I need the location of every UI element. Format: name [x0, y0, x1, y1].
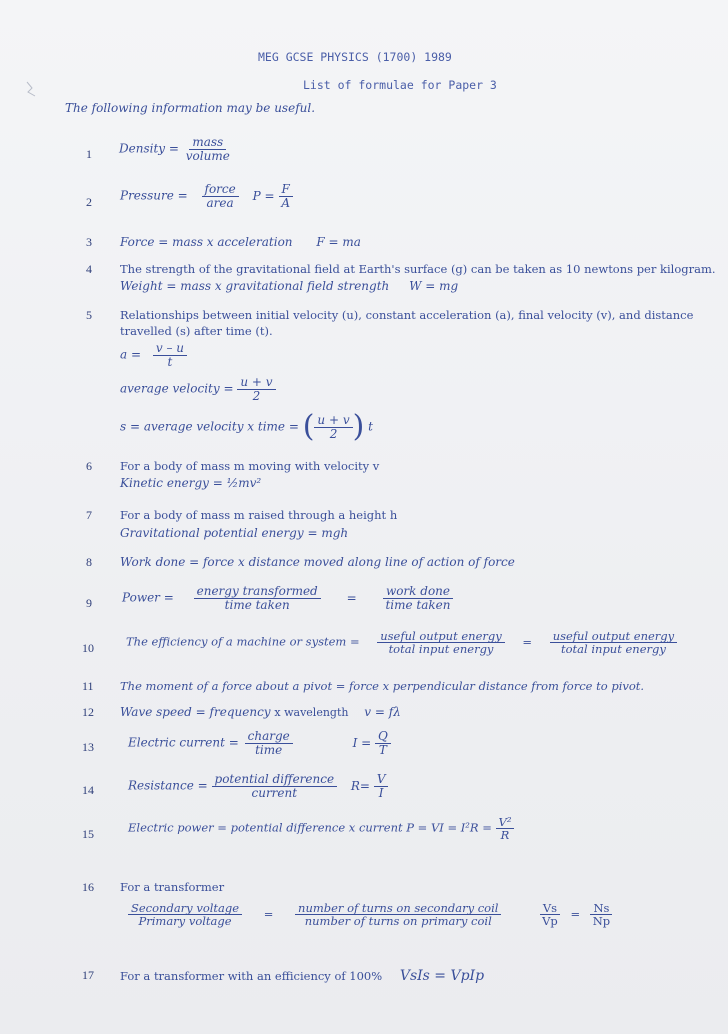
item-number: 13 — [82, 740, 94, 754]
force-formula: Force = mass x acceleration F = ma — [120, 235, 361, 249]
item-number: 3 — [86, 235, 92, 249]
item-number: 1 — [86, 147, 92, 161]
weight-formula: Weight = mass x gravitational field strength W = mg — [120, 279, 459, 293]
transformer-statement: For a transformer — [120, 880, 225, 894]
item-number: 16 — [82, 880, 94, 894]
exam-title: MEG GCSE PHYSICS (1700) 1989 — [258, 50, 452, 64]
average-velocity-formula: average velocity = $\frac{u + v}{2}$ — [120, 376, 276, 402]
motion-statement: Relationships between initial velocity (u), constant acceleration (a), final velocity (v), and distance — [120, 308, 694, 322]
electric-power-formula: Electric power = potential difference x current P = VI = I²R = $\frac{\text{V²}}{R}$ — [128, 816, 514, 841]
distance-formula: s = average velocity x time = ( $\frac{u + v}{2}$ ) t — [120, 409, 373, 444]
item-number: 14 — [82, 783, 94, 797]
density-formula: Density = $\frac{\text{mass}}{\text{volume}}$ — [119, 135, 230, 163]
ideal-transformer-formula: For a transformer with an efficiency of 100% VsIs = VpIp — [120, 968, 485, 984]
item-number: 9 — [86, 596, 92, 610]
kinetic-statement: For a body of mass m moving with velocity v — [120, 459, 380, 473]
item-number: 15 — [82, 827, 94, 841]
acceleration-formula: a = $\frac{v - u}{t}$ — [120, 342, 187, 368]
item-number: 7 — [86, 508, 92, 522]
transformer-formula: $\frac{\text{Secondary voltage}}{\text{Primary voltage}}$ = $\frac{\text{number of turns on secondary coil}}{\text{number of turns on primary coil}}$ $\frac{Vs}{Vp}$ = $\frac{Ns}{Np}$ — [128, 902, 613, 927]
item-number: 2 — [86, 195, 92, 209]
ink-mark-icon — [24, 80, 40, 98]
motion-statement-2: travelled (s) after time (t). — [120, 324, 273, 338]
wave-formula: Wave speed = frequency x wavelength v = fλ — [120, 705, 401, 719]
pressure-formula: Pressure = $\frac{\text{force}}{\text{area}}$ P = $\frac{F}{A}$ — [120, 183, 293, 209]
potential-statement: For a body of mass m raised through a height h — [120, 508, 398, 522]
work-formula: Work done = force x distance moved along line of action of force — [120, 555, 515, 569]
item-number: 12 — [82, 705, 94, 719]
exam-subtitle: List of formulae for Paper 3 — [303, 78, 497, 92]
power-formula: Power = $\frac{\text{energy transformed}}{\text{time taken}}$ = $\frac{\text{work done}}{\text{time taken}}$ — [122, 585, 454, 611]
item-number: 17 — [82, 968, 94, 982]
intro-text: The following information may be useful. — [65, 101, 316, 115]
gravity-statement: The strength of the gravitational field at Earth's surface (g) can be taken as 10 newtons per kilogram. — [120, 262, 716, 276]
efficiency-formula: The efficiency of a machine or system = $\frac{\text{useful output energy}}{\text{total input energy}}$ = $\frac{\text{useful output energy}}{\text{total input energy}}$ — [126, 630, 677, 655]
resistance-formula: Resistance = $\frac{\text{potential difference}}{\text{current}}$ R= $\frac{V}{I}$ — [128, 773, 388, 799]
current-formula: Electric current = $\frac{\text{charge}}{\text{time}}$ I = $\frac{Q}{T}$ — [128, 730, 391, 756]
item-number: 6 — [86, 459, 92, 473]
item-number: 11 — [82, 679, 94, 693]
moment-formula: The moment of a force about a pivot = force x perpendicular distance from force to pivot. — [120, 679, 645, 693]
kinetic-formula: Kinetic energy = ½mv² — [120, 476, 262, 490]
potential-formula: Gravitational potential energy = mgh — [120, 526, 349, 540]
item-number: 8 — [86, 555, 92, 569]
item-number: 10 — [82, 641, 94, 655]
item-number: 4 — [86, 262, 92, 276]
item-number: 5 — [86, 308, 92, 322]
